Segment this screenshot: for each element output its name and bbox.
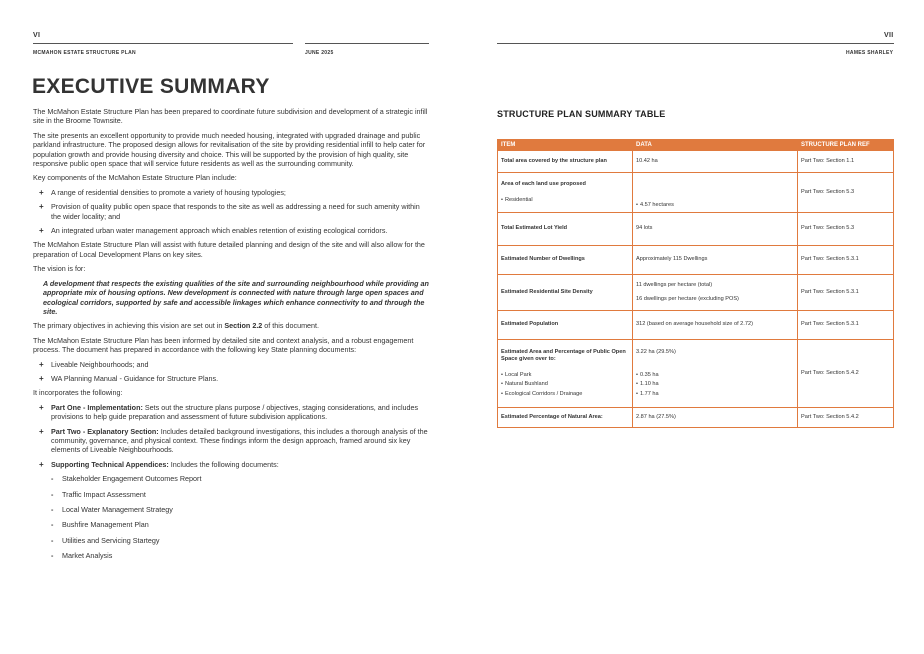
- sub-list-item: - Market Analysis: [51, 551, 113, 561]
- paragraph: The McMahon Estate Structure Plan will assist with future detailed planning and design of the site and will also allow for the preparation of Local Development Plans on key sites.: [33, 240, 425, 259]
- table-row: Estimated Percentage of Natural Area: 2.87 ha (27.5%) Part Two: Section 5.4.2: [498, 408, 894, 428]
- list-item: + Part Two - Explanatory Section: Includes detailed background investigations, this includes a thorough analysis of the community, governance, and physical context. These findings inform the design approach, framed around six key elements of Liveable Neighbourhoods.: [39, 426, 428, 455]
- column-header-ref: STRUCTURE PLAN REF: [798, 140, 894, 151]
- paragraph: The McMahon Estate Structure Plan has been informed by detailed site and context analysis, and a robust engagement process. The document has prepared in accordance with the following key State planning documents:: [33, 335, 414, 355]
- page-title: EXECUTIVE SUMMARY: [32, 75, 270, 98]
- table-row: Estimated Number of Dwellings Approximately 115 Dwellings Part Two: Section 5.3.1: [498, 246, 894, 275]
- list-item: + Supporting Technical Appendices: Includes the following documents:: [39, 459, 279, 469]
- list-item: + Part One - Implementation: Sets out the structure plans purpose / objectives, staging considerations, and includes provisions to help guide preparation and assessment of future subdivision applications.: [39, 402, 419, 422]
- executive-summary-body: [33, 107, 429, 567]
- right-page-number: VII: [884, 32, 894, 39]
- paragraph: The McMahon Estate Structure Plan has been prepared to coordinate future subdivision and development of a strategic infill site in the Broome Townsite.: [33, 107, 428, 126]
- table-title: STRUCTURE PLAN SUMMARY TABLE: [497, 109, 666, 119]
- paragraph: The site presents an excellent opportunity to provide much needed housing, integrated with upgraded drainage and public parkland infrastructure. The proposed design allows for revitalisation of the site by providing residential infill to help cater for population growth and provide housing diversity and choice. This will be supported by the provision of high quality, site responsive public open space that will service future residents as well as the surrounding community.: [33, 130, 426, 169]
- paragraph: The vision is for:: [33, 264, 86, 274]
- summary-table: [497, 139, 894, 428]
- column-header-data: DATA: [633, 140, 798, 151]
- list-item: + Provision of quality public open space that responds to the site as well as addressing a need for such amenity within the wider locality; and: [39, 202, 420, 221]
- paragraph: Key components of the McMahon Estate Structure Plan include:: [33, 173, 237, 183]
- sub-list-item: - Local Water Management Strategy: [51, 505, 173, 514]
- vision-statement: A development that respects the existing qualities of the site and surrounding neighbourhood while providing an appropriate mix of housing options. New development is connected with nature through large open spaces and ecological corridors, supported by safe and accessible linkages which enhance connectivity to and through the site.: [43, 278, 429, 316]
- sub-list-item: - Bushfire Management Plan: [51, 520, 149, 530]
- table-row: Total area covered by the structure plan 10.42 ha Part Two: Section 1.1: [498, 151, 894, 173]
- sub-list-item: - Utilities and Servicing Startegy: [51, 535, 160, 545]
- table-header-row: [498, 140, 894, 151]
- document-date: JUNE 2025: [305, 50, 334, 56]
- table-row: Total Estimated Lot Yield 94 lots Part Two: Section 5.3: [498, 213, 894, 246]
- list-item: + A range of residential densities to promote a variety of housing typologies;: [39, 187, 286, 197]
- document-title-meta: MCMAHON ESTATE STRUCTURE PLAN: [33, 50, 136, 56]
- table-row: Estimated Residential Site Density 11 dwellings per hectare (total) 16 dwellings per hectare (excluding POS) Part Two: Section 5.3.1: [498, 275, 894, 311]
- paragraph: The primary objectives in achieving this vision are set out in Section 2.2 of this document.: [33, 321, 320, 331]
- table-row: Area of each land use proposed • Residential • 4.57 hectares Part Two: Section 5.3: [498, 173, 894, 213]
- table-row: Estimated Area and Percentage of Public Open Space given over to: • Local Park • Natural Bushland • Ecological Corridors / Drainage 3.22 ha (29.5%) • 0.35 ha • 1.10 ha • 1.77 ha Part Two: Section 5.4.2: [498, 340, 894, 408]
- list-item: + An integrated urban water management approach which enables retention of existing ecological corridors.: [39, 226, 388, 236]
- sub-list-item: - Traffic Impact Assessment: [51, 489, 146, 499]
- column-header-item: ITEM: [498, 140, 633, 151]
- header-rule-left: [33, 43, 293, 44]
- header-rule-right: [497, 43, 894, 44]
- paragraph: It incorporates the following:: [33, 388, 123, 398]
- list-item: + Liveable Neighbourhoods; and: [39, 359, 149, 369]
- left-page-number: VI: [33, 32, 41, 39]
- sub-list-item: - Stakeholder Engagement Outcomes Report: [51, 474, 202, 484]
- header-rule-date: [305, 43, 429, 44]
- table-row: Estimated Population 312 (based on average household size of 2.72) Part Two: Section 5.3.1: [498, 311, 894, 340]
- author-meta: HAMES SHARLEY: [846, 50, 894, 56]
- list-item: + WA Planning Manual - Guidance for Structure Plans.: [39, 373, 219, 383]
